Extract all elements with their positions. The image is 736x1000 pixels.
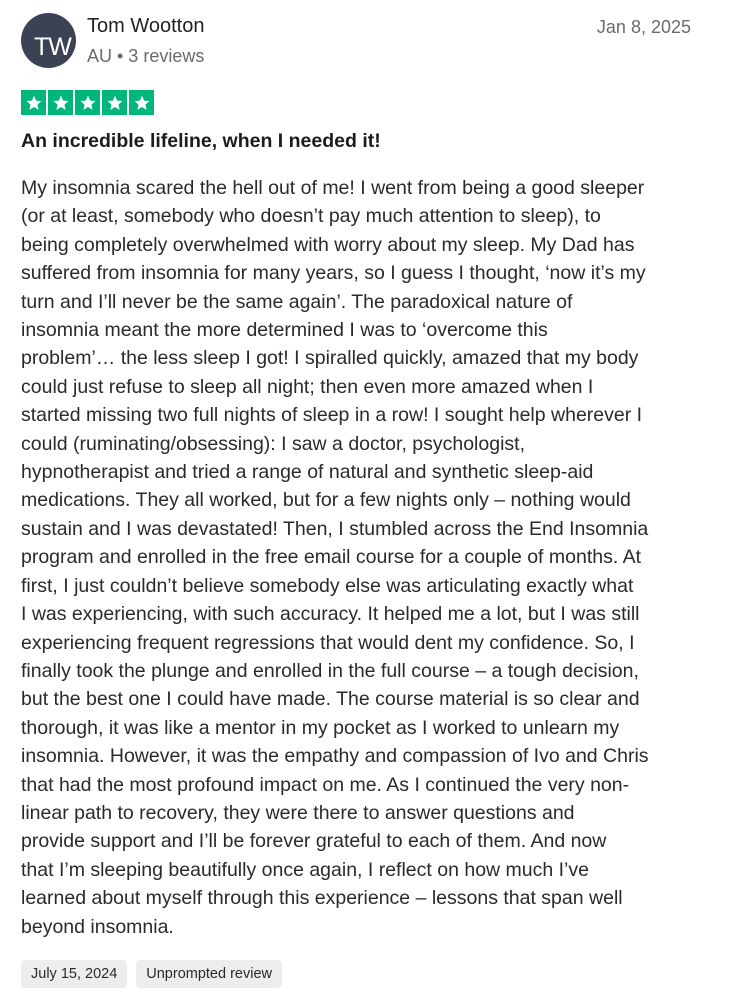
review-body-line: but the best one I could have made. The course material is so clear and bbox=[21, 688, 640, 711]
review-body-line: learned about myself through this experience – lessons that span well bbox=[21, 887, 623, 910]
review-body-line: insomnia meant the more determined I was to ‘overcome this bbox=[21, 319, 548, 342]
review-body-line: first, I just couldn’t believe somebody else was articulating exactly what bbox=[21, 574, 634, 597]
reviewer-name[interactable]: Tom Wootton bbox=[87, 15, 205, 37]
star-icon bbox=[129, 90, 154, 115]
review-body-line: linear path to recovery, they were there to answer questions and bbox=[21, 801, 575, 824]
review-body-line: problem’… the less sleep I got! I spiralled quickly, amazed that my body bbox=[21, 347, 639, 370]
review-body-line: could just refuse to sleep all night; then even more amazed when I bbox=[21, 375, 594, 398]
review-body-line: program and enrolled in the free email course for a couple of months. At bbox=[21, 546, 642, 569]
review-body-line: medications. They all worked, but for a few nights only – nothing would bbox=[21, 489, 631, 512]
review-body-line: My insomnia scared the hell out of me! I went from being a good sleeper bbox=[21, 177, 645, 199]
review-body-line: insomnia. However, it was the empathy and compassion of Ivo and Chris bbox=[21, 745, 649, 768]
review-body-line: being completely overwhelmed with worry about my sleep. My Dad has bbox=[21, 233, 635, 256]
review-date: Jan 8, 2025 bbox=[596, 17, 691, 37]
review-body-line: suffered from insomnia for many years, so I guess I thought, ‘now it’s my bbox=[21, 262, 646, 285]
star-icon bbox=[75, 90, 100, 115]
star-icon bbox=[21, 90, 46, 115]
experience-date-tag: July 15, 2024 bbox=[21, 960, 127, 988]
review-body bbox=[21, 174, 721, 941]
review-body-line: (or at least, somebody who doesn’t pay much attention to sleep), to bbox=[21, 205, 601, 228]
review-body-line: I was experiencing, with such accuracy. It helped me a lot, but I was still bbox=[21, 603, 640, 626]
review-body-line: turn and I’ll never be the same again’. The paradoxical nature of bbox=[21, 290, 573, 313]
review-body-line: experiencing frequent regressions that would dent my confidence. So, I bbox=[21, 631, 635, 654]
review-body-line: provide support and I’ll be forever grateful to each of them. And now bbox=[21, 830, 607, 853]
star-icon bbox=[48, 90, 73, 115]
review-body-line: thorough, it was like a mentor in my pocket as I worked to unlearn my bbox=[21, 716, 620, 739]
star-icon bbox=[102, 90, 127, 115]
review-title[interactable]: An incredible lifeline, when I needed it! bbox=[21, 130, 381, 152]
review-body-line: hypnotherapist and tried a range of natural and synthetic sleep-aid bbox=[21, 461, 594, 484]
review-body-line: that had the most profound impact on me. As I continued the very non- bbox=[21, 773, 630, 796]
review-body-line: finally took the plunge and enrolled in the full course – a tough decision, bbox=[21, 659, 639, 682]
reviewer-meta: AU • 3 reviews bbox=[87, 46, 205, 66]
review-type-tag[interactable]: Unprompted review bbox=[136, 960, 282, 988]
review-tags bbox=[21, 960, 282, 988]
review-body-line: started missing two full nights of sleep in a row! I sought help wherever I bbox=[21, 404, 643, 427]
avatar-initials: TW bbox=[34, 33, 71, 61]
review-body-line: could (ruminating/obsessing): I saw a doctor, psychologist, bbox=[21, 432, 526, 455]
review-body-line: beyond insomnia. bbox=[21, 915, 174, 938]
review-body-line: that I’m sleeping beautifully once again, I reflect on how much I’ve bbox=[21, 858, 589, 881]
star-rating bbox=[21, 90, 154, 115]
review-body-line: sustain and I was devastated! Then, I stumbled across the End Insomnia bbox=[21, 517, 649, 540]
avatar[interactable] bbox=[21, 13, 76, 68]
